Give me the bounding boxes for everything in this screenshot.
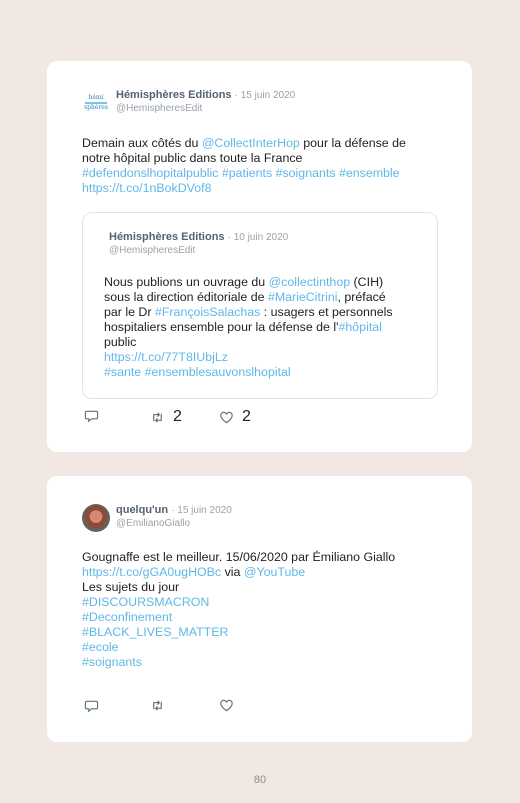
text-segment: sous la direction éditoriale de (104, 290, 268, 304)
quoted-author-handle[interactable]: @HemispheresEdit (109, 245, 196, 256)
text-line (82, 151, 406, 166)
text-line (82, 610, 395, 625)
text-segment: , préfacé (337, 290, 386, 304)
quoted-tweet-header (109, 231, 288, 257)
text-line (82, 640, 395, 655)
text-line (104, 350, 393, 365)
heart-icon (219, 698, 234, 713)
tweet-header (82, 89, 295, 117)
quoted-tweet-date[interactable]: · 10 juin 2020 (227, 232, 289, 243)
page-number: 80 (253, 774, 267, 786)
mention-link[interactable]: @YouTube (243, 565, 306, 579)
retweet-button[interactable] (150, 698, 173, 713)
reply-button[interactable] (84, 698, 99, 713)
tweet-text (82, 136, 406, 196)
text-segment: hospitaliers ensemble pour la défense de l' (104, 320, 339, 334)
heart-icon (219, 410, 234, 425)
hashtag-link[interactable]: #BLACK_LIVES_MATTER (82, 625, 229, 639)
tweet-header (82, 504, 232, 532)
text-line (82, 655, 395, 670)
text-segment: pour la défense de (299, 136, 406, 150)
hashtag-link[interactable]: #Deconfinement (82, 610, 173, 624)
retweet-button[interactable] (150, 408, 182, 426)
retweet-icon (150, 410, 165, 425)
author-block (116, 89, 295, 115)
hashtag-link[interactable]: #ecole (82, 640, 119, 654)
like-button[interactable] (219, 698, 242, 713)
text-line (82, 166, 406, 181)
quoted-tweet-text (104, 275, 393, 380)
text-line (82, 136, 406, 151)
url-link[interactable]: https://t.co/1nBokDVof8 (82, 181, 212, 195)
text-segment: Gougnaffe est le meilleur. 15/06/2020 par Émiliano Giallo (82, 550, 396, 564)
text-line (104, 305, 393, 320)
text-line (104, 320, 393, 335)
tweet-date[interactable]: · 15 juin 2020 (234, 90, 296, 101)
tweet-card-hemispheres (47, 61, 472, 452)
text-segment: Les sujets du jour (82, 580, 180, 594)
mention-link[interactable]: @collectinthop (268, 275, 351, 289)
text-segment: Demain aux côtés du (82, 136, 202, 150)
reply-button[interactable] (84, 408, 99, 423)
quoted-author-block (109, 231, 288, 257)
text-segment: (CIH) (350, 275, 384, 289)
hashtag-link[interactable]: #hôpital (338, 320, 382, 334)
tweet-card-quelquun (47, 476, 472, 742)
hashtag-link[interactable]: #DISCOURSMACRON (82, 595, 210, 609)
text-line (104, 335, 393, 350)
text-segment: via (221, 565, 244, 579)
text-segment: public (104, 335, 137, 349)
retweet-count: 2 (173, 408, 182, 425)
hashtag-link[interactable]: #defendonslhopitalpublic #patients #soignants #ensemble (82, 166, 400, 180)
text-line (82, 181, 406, 196)
author-handle[interactable]: @HemispheresEdit (116, 103, 203, 114)
author-name[interactable]: quelqu'un (116, 504, 169, 516)
url-link[interactable]: https://t.co/77T8IUbjLz (104, 350, 228, 364)
text-line (104, 290, 393, 305)
text-line (82, 550, 395, 565)
reply-icon (84, 408, 99, 423)
quoted-tweet[interactable] (82, 212, 438, 399)
quoted-author-name[interactable]: Hémisphères Editions (109, 231, 225, 243)
hashtag-link[interactable]: #soignants (82, 655, 142, 669)
text-segment: : usagers et personnels (260, 305, 393, 319)
avatar[interactable] (82, 504, 110, 532)
tweet-text (82, 550, 395, 670)
reply-icon (84, 698, 99, 713)
like-count: 2 (242, 408, 251, 425)
retweet-icon (150, 698, 165, 713)
tweet-date[interactable]: · 15 juin 2020 (171, 505, 232, 516)
hashtag-link[interactable]: #MarieCitrini (267, 290, 338, 304)
url-link[interactable]: https://t.co/gGA0ugHOBc (82, 565, 222, 579)
text-segment: par le Dr (104, 305, 155, 319)
text-line (104, 365, 393, 380)
hashtag-link[interactable]: #sante #ensemblesauvonslhopital (104, 365, 291, 379)
text-line (104, 275, 393, 290)
text-line (82, 625, 395, 640)
like-button[interactable] (219, 408, 251, 426)
avatar[interactable]: hémi sphères (82, 89, 110, 117)
author-name[interactable]: Hémisphères Editions (116, 89, 232, 101)
text-line (82, 580, 395, 595)
author-block (116, 504, 232, 530)
text-line (82, 595, 395, 610)
text-segment: notre hôpital public dans toute la France (82, 151, 303, 165)
mention-link[interactable]: @CollectInterHop (201, 136, 300, 150)
text-line (82, 565, 395, 580)
text-segment: Nous publions un ouvrage du (104, 275, 269, 289)
hashtag-link[interactable]: #FrançoisSalachas (154, 305, 261, 319)
author-handle[interactable]: @EmilianoGiallo (116, 518, 191, 529)
